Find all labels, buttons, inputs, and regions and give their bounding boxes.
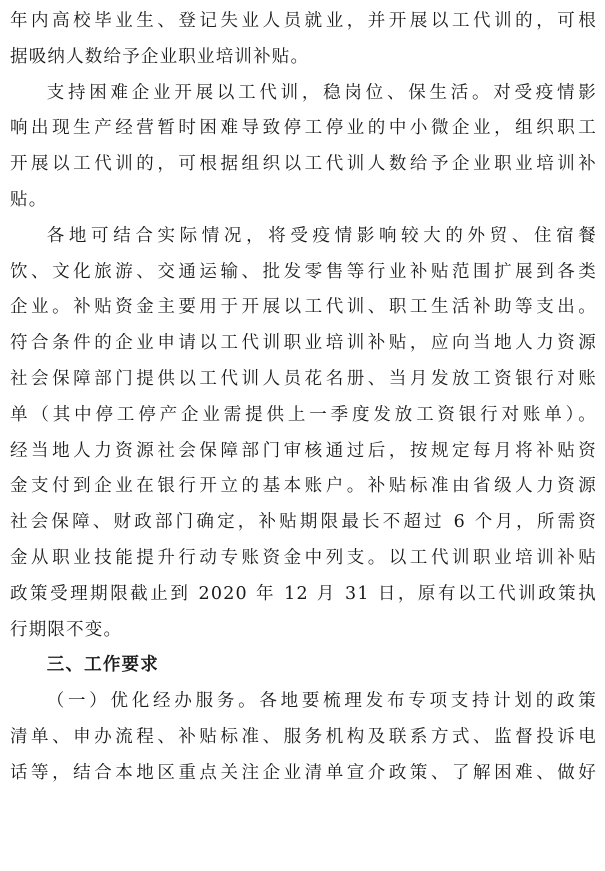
text-line: 贴。 xyxy=(10,189,48,210)
paragraph-difficult-enterprises xyxy=(10,76,597,219)
text-line: （一）优化经办服务。各地要梳理发布专项支持计划的政策 xyxy=(46,691,597,712)
text-line: 年内高校毕业生、登记失业人员就业，并开展以工代训的，可根 xyxy=(10,11,597,31)
paragraph-hiring-subsidy xyxy=(10,4,597,76)
text-line: 清单、申办流程、补贴标准、服务机构及联系方式、监督投诉电 xyxy=(10,726,597,747)
text-line: 金从职业技能提升行动专账资金中列支。以工代训职业培训补贴 xyxy=(10,547,597,568)
text-line: 饮、文化旅游、交通运输、批发零售等行业补贴范围扩展到各类 xyxy=(10,261,597,282)
text-line: 话等，结合本地区重点关注企业清单宣介政策、了解困难、做好 xyxy=(10,762,597,783)
text-line: 金支付到企业在银行开立的基本账户。补贴标准由省级人力资源 xyxy=(10,476,597,497)
paragraph-optimize-service xyxy=(10,684,597,791)
text-line: 单（其中停工停产企业需提供上一季度发放工资银行对账单）。 xyxy=(10,404,597,425)
text-line: 政策受理期限截止到 2020 年 12 月 31 日，原有以工代训政策执 xyxy=(10,583,597,604)
text-line: 符合条件的企业申请以工代训职业培训补贴，应向当地人力资源 xyxy=(10,333,597,354)
text-line: 企业。补贴资金主要用于开展以工代训、职工生活补助等支出。 xyxy=(10,297,597,318)
paragraph-subsidy-scope xyxy=(10,219,597,649)
text-line: 各地可结合实际情况，将受疫情影响较大的外贸、住宿餐 xyxy=(46,225,597,246)
section-heading: 三、工作要求 xyxy=(46,655,159,676)
text-line: 行期限不变。 xyxy=(10,619,123,640)
text-line: 社会保障部门提供以工代训人员花名册、当月发放工资银行对账 xyxy=(10,368,597,389)
text-line: 经当地人力资源社会保障部门审核通过后，按规定每月将补贴资 xyxy=(10,440,597,461)
text-line: 开展以工代训的，可根据组织以工代训人数给予企业职业培训补 xyxy=(10,154,597,175)
text-line: 社会保障、财政部门确定，补贴期限最长不超过 6 个月，所需资 xyxy=(10,512,597,533)
text-line: 响出现生产经营暂时困难导致停工停业的中小微企业，组织职工 xyxy=(10,118,597,139)
text-line: 支持困难企业开展以工代训，稳岗位、保生活。对受疫情影 xyxy=(46,82,597,103)
text-line: 据吸纳人数给予企业职业培训补贴。 xyxy=(10,46,310,67)
